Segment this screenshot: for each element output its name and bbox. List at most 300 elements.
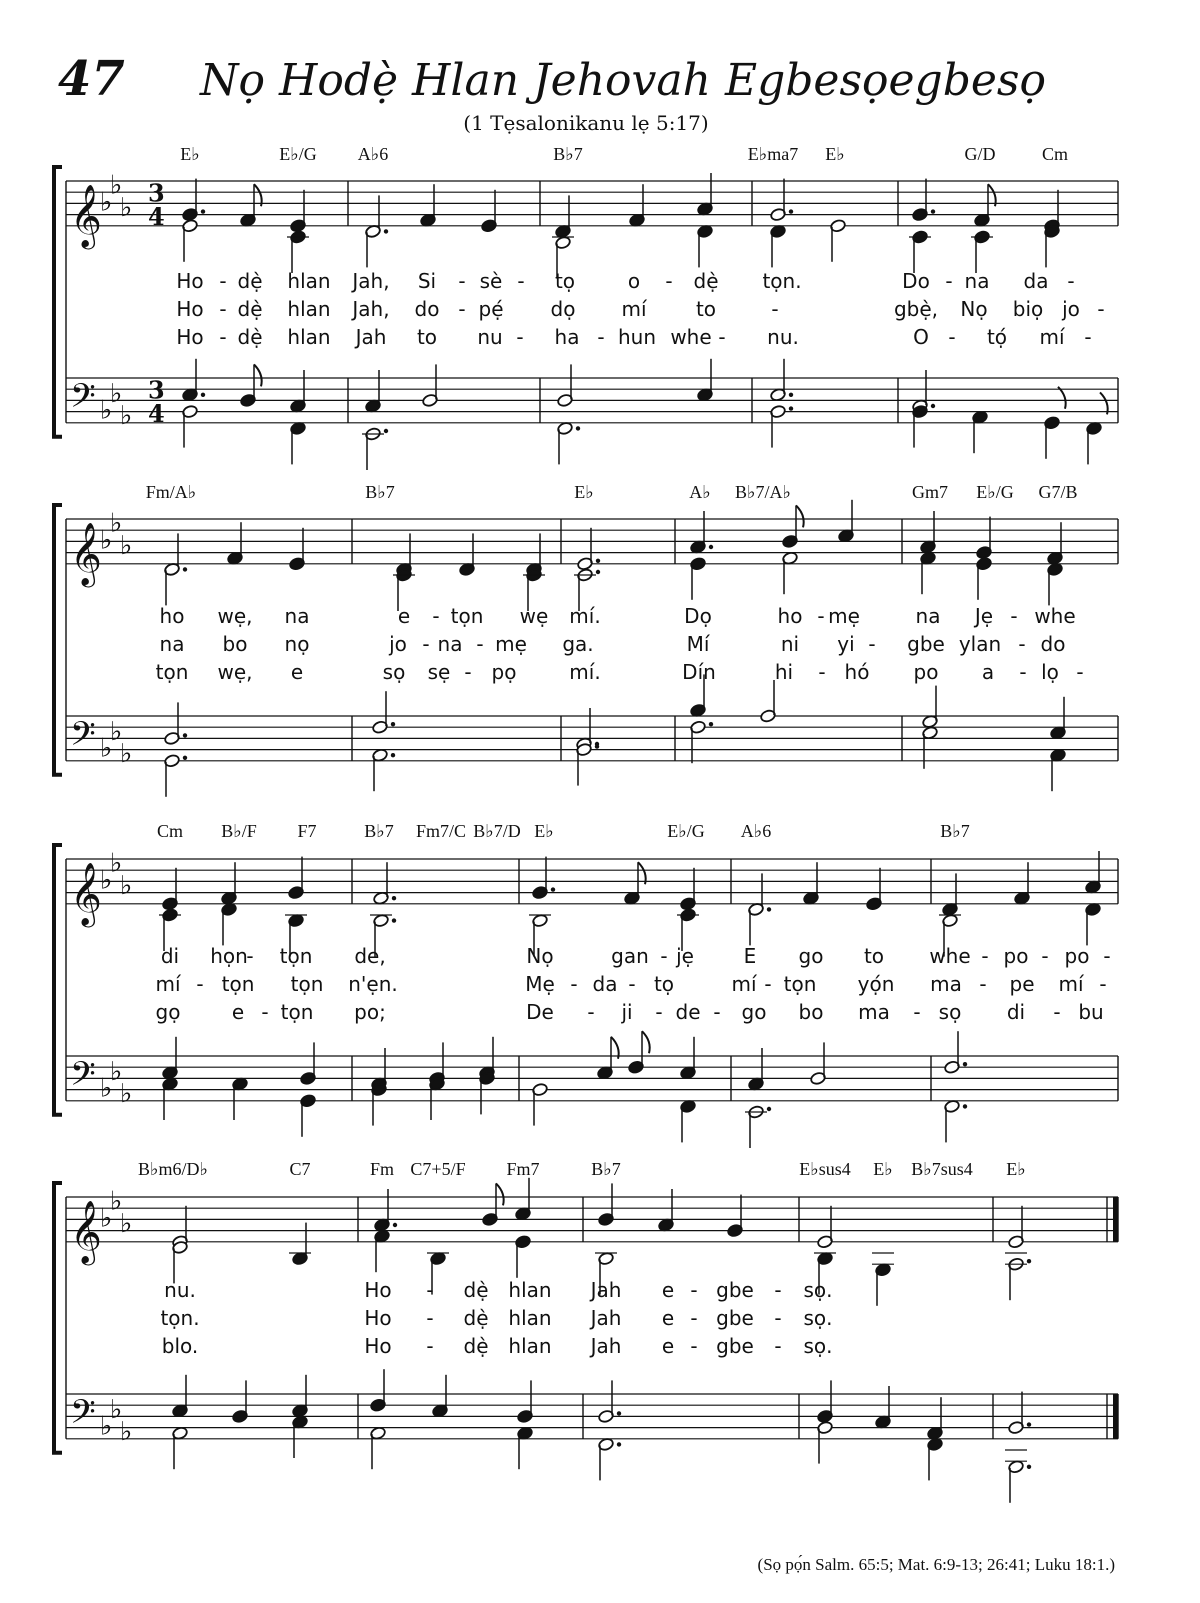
system-bracket <box>54 167 62 437</box>
lyric-syllable: hlan <box>287 269 331 293</box>
lyric-syllable: tọn <box>155 660 189 684</box>
lyric-syllable: gbe <box>716 1306 754 1330</box>
chord-symbol: A♭ <box>689 482 711 502</box>
note-flag <box>1058 387 1066 409</box>
treble-clef-icon: 𝄞 <box>70 521 102 585</box>
lyric-syllable: - <box>464 660 472 684</box>
lyric-syllable: dẹ̀ <box>237 325 263 349</box>
chord-symbol: Fm <box>369 1159 395 1179</box>
note-dot <box>963 1104 967 1108</box>
note-flag <box>254 364 262 386</box>
lyric-syllable: ni <box>780 632 800 656</box>
note-dot <box>789 406 793 410</box>
bass-clef-icon: 𝄢 <box>70 1055 96 1102</box>
lyric-syllable: ylan <box>958 632 1002 656</box>
key-signature-flat: ♭ <box>100 395 113 426</box>
lyric-syllable: - <box>718 325 726 349</box>
chord-symbol: Fm7 <box>506 1159 540 1179</box>
lyric-syllable: a <box>981 660 995 684</box>
lyric-syllable: gbe <box>907 632 945 656</box>
lyric-syllable: mí <box>621 297 647 321</box>
lyric-syllable: - <box>774 1334 782 1358</box>
lyric-syllable: jo <box>389 632 407 656</box>
lyric-syllable: jo <box>1062 297 1080 321</box>
lyric-syllable: ma <box>858 1000 890 1024</box>
lyric-syllable: - <box>196 972 204 996</box>
note-dot <box>1027 1465 1031 1469</box>
key-signature-flat: ♭ <box>110 378 123 409</box>
lyric-syllable: bo <box>798 1000 824 1024</box>
note-dot <box>709 545 713 549</box>
lyric-syllable: Jah, <box>352 269 390 293</box>
lyric-syllable: po <box>1064 944 1090 968</box>
note-dot <box>767 907 771 911</box>
note-flag <box>796 505 804 527</box>
chord-symbol: E♭sus4 <box>799 1159 851 1179</box>
lyric-syllable: - <box>1067 269 1075 293</box>
chord-symbol: E♭ <box>574 482 594 502</box>
note-dot <box>384 229 388 233</box>
treble-clef-icon: 𝄞 <box>70 861 102 925</box>
lyric-syllable: - <box>426 1334 434 1358</box>
lyric-syllable: e <box>397 604 411 628</box>
lyric-syllable: Ho <box>176 297 204 321</box>
lyric-syllable: Jah <box>590 1334 622 1358</box>
note-dot <box>596 559 600 563</box>
key-signature-flat: ♭ <box>100 1411 113 1442</box>
lyric-syllable: ga. <box>562 632 594 656</box>
hymn-number: 47 <box>58 51 125 107</box>
lyric-syllable: whe <box>1034 604 1076 628</box>
key-signature-flat: ♭ <box>120 531 133 561</box>
lyric-syllable: - <box>945 269 953 293</box>
lyric-syllable: ma <box>930 972 962 996</box>
chord-symbol: B♭7sus4 <box>911 1159 973 1179</box>
lyric-syllable: gbe <box>716 1334 754 1358</box>
music-system <box>54 1159 1118 1503</box>
lyric-syllable: whe <box>929 944 971 968</box>
lyric-syllable: hun <box>617 325 657 349</box>
lyric-syllable: yi <box>837 632 855 656</box>
lyric-syllable: mí <box>1039 325 1065 349</box>
lyric-syllable: de <box>675 1000 701 1024</box>
note-dot <box>201 393 205 397</box>
lyric-syllable: e <box>290 660 304 684</box>
lyric-syllable: hó <box>844 660 870 684</box>
key-signature-flat: ♭ <box>100 733 113 764</box>
lyric-syllable: Si <box>417 269 437 293</box>
lyric-syllable: Mí <box>686 632 710 656</box>
lyric-syllable: dẹ̀ <box>463 1306 489 1330</box>
chord-symbol: E♭ <box>825 144 845 164</box>
bass-clef-icon: 𝄢 <box>70 1393 96 1440</box>
lyric-syllable: - <box>1041 944 1049 968</box>
lyric-syllable: mẹ <box>828 604 860 628</box>
lyric-syllable: ha <box>554 325 580 349</box>
lyric-syllable: whe <box>670 325 712 349</box>
lyric-syllable: tọn <box>450 604 484 628</box>
lyric-syllable: dẹ̀ <box>693 269 719 293</box>
lyric-syllable: tọ <box>653 972 675 996</box>
key-signature-flat: ♭ <box>110 508 123 539</box>
lyric-syllable: hlan <box>287 297 331 321</box>
lyric-syllable: - <box>690 1306 698 1330</box>
key-signature-flat: ♭ <box>110 848 123 879</box>
lyric-syllable: - <box>913 1000 921 1024</box>
lyric-syllable: Nọ <box>526 944 554 968</box>
lyric-syllable: lọ <box>1041 660 1059 684</box>
lyric-syllable: - <box>1019 660 1027 684</box>
lyric-syllable: dẹ̀ <box>463 1278 489 1302</box>
system-bracket <box>54 505 62 775</box>
lyric-syllable: go <box>741 1000 767 1024</box>
lyric-syllable: Ho <box>364 1334 392 1358</box>
lyric-syllable: e <box>661 1278 675 1302</box>
chord-symbol: B♭m6/D♭ <box>138 1159 208 1179</box>
chord-symbol: Gm7 <box>912 482 948 502</box>
lyric-syllable: ho <box>159 604 185 628</box>
treble-clef-icon: 𝄞 <box>70 183 102 247</box>
chord-symbol: F7 <box>297 821 317 841</box>
note-dot <box>183 756 187 760</box>
key-signature-flat: ♭ <box>120 1079 133 1110</box>
lyric-syllable: sọ <box>382 660 406 684</box>
chord-symbol: C7+5/F <box>410 1159 466 1179</box>
chord-symbol: B♭7 <box>940 821 970 841</box>
chord-symbol: A♭6 <box>740 821 772 841</box>
lyric-syllable: - <box>655 1000 663 1024</box>
key-signature-flat: ♭ <box>100 1203 113 1234</box>
key-signature-flat: ♭ <box>110 1394 123 1425</box>
lyric-syllable: Ho <box>364 1278 392 1302</box>
time-signature-bottom: 4 <box>148 398 165 428</box>
chord-symbol: G7/B <box>1038 482 1078 502</box>
lyric-syllable: po; <box>354 1000 386 1024</box>
lyric-syllable: - <box>432 604 440 628</box>
lyric-syllable: gbẹ̀, <box>893 297 939 321</box>
note-flag <box>496 1183 504 1205</box>
lyric-syllable: dẹ̀ <box>237 269 263 293</box>
key-signature-flat: ♭ <box>110 716 123 747</box>
lyric-syllable: tọn <box>221 972 255 996</box>
lyric-syllable: - <box>868 632 876 656</box>
treble-clef-icon: 𝄞 <box>70 1199 102 1263</box>
lyric-syllable: hlan <box>508 1306 552 1330</box>
lyric-syllable: - <box>665 269 673 293</box>
lyric-syllable: Jah <box>590 1306 622 1330</box>
lyric-syllable: wẹ, <box>217 604 253 628</box>
lyric-syllable: hlan <box>508 1278 552 1302</box>
lyric-syllable: - <box>690 1278 698 1302</box>
lyric-syllable: nu <box>477 325 503 349</box>
key-signature-flat: ♭ <box>100 525 113 556</box>
lyric-syllable: po <box>913 660 939 684</box>
lyric-syllable: e <box>661 1306 675 1330</box>
chord-symbol: B♭/F <box>221 821 257 841</box>
system-bracket <box>54 1183 62 1453</box>
chord-symbol: B♭7/A♭ <box>735 482 791 502</box>
lyric-syllable: - <box>570 972 578 996</box>
lyric-syllable: De <box>526 1000 554 1024</box>
chord-symbol: Fm7/C <box>415 821 467 841</box>
lyric-syllable: do <box>414 297 440 321</box>
chord-symbol: C7 <box>289 1159 311 1179</box>
lyric-syllable: ji <box>621 1000 633 1024</box>
lyric-syllable: ho <box>777 604 803 628</box>
lyric-syllable: Mẹ <box>525 972 555 996</box>
note-dot <box>931 209 935 213</box>
time-signature-bottom: 4 <box>148 201 165 231</box>
lyric-syllable: bo <box>222 632 248 656</box>
note-dot <box>391 753 395 757</box>
lyric-syllable: jẹ <box>676 944 694 968</box>
lyric-syllable: - <box>628 972 636 996</box>
lyric-syllable: mí <box>155 972 181 996</box>
lyric-syllable: sọ. <box>803 1278 833 1302</box>
note-dot <box>201 209 205 213</box>
key-signature-flat: ♭ <box>110 1056 123 1087</box>
lyric-syllable: n'ẹn. <box>348 972 398 996</box>
chord-symbol: E♭/G <box>279 144 317 164</box>
lyric-syllable: na <box>915 604 941 628</box>
lyric-syllable: - <box>981 944 989 968</box>
note-dot <box>551 887 555 891</box>
lyric-syllable: bu <box>1078 1000 1104 1024</box>
lyric-syllable: na <box>159 632 185 656</box>
note-dot <box>393 1223 397 1227</box>
key-signature-flat: ♭ <box>120 1209 133 1239</box>
lyric-syllable: gbe <box>716 1278 754 1302</box>
lyric-syllable: tọn <box>280 1000 314 1024</box>
lyric-syllable: na <box>964 269 990 293</box>
chord-symbol: Cm <box>156 821 184 841</box>
lyric-syllable: na <box>284 604 310 628</box>
note-dot <box>596 570 600 574</box>
chord-symbol: Cm <box>1041 144 1069 164</box>
note-dot <box>384 429 388 433</box>
lyric-syllable: di <box>1006 1000 1026 1024</box>
hymn-title: Nọ Hodẹ̀ Hlan Jehovah Egbesọegbesọ <box>200 55 1046 106</box>
lyric-syllable: tọn <box>279 944 313 968</box>
lyric-syllable: - <box>771 297 779 321</box>
lyric-syllable: - <box>818 660 826 684</box>
lyric-syllable: Do <box>902 269 930 293</box>
lyric-syllable: - <box>219 325 227 349</box>
lyric-syllable: mí <box>1058 972 1084 996</box>
lyric-syllable: o <box>627 269 641 293</box>
note-dot <box>963 1062 967 1066</box>
lyric-syllable: tọ <box>554 269 576 293</box>
lyric-syllable: - <box>476 632 484 656</box>
lyric-syllable: Dín <box>682 660 716 684</box>
music-system <box>54 482 1118 797</box>
chord-symbol: G/D <box>964 144 996 164</box>
lyric-syllable: hi <box>774 660 794 684</box>
chord-symbol: E♭ <box>180 144 200 164</box>
lyric-syllable: - <box>1010 604 1018 628</box>
lyric-syllable: mí <box>731 972 757 996</box>
key-signature-flat: ♭ <box>100 865 113 896</box>
lyric-syllable: to <box>863 944 885 968</box>
chord-symbol: E♭ma7 <box>747 144 799 164</box>
lyric-syllable: sẹ <box>427 660 451 684</box>
final-bar-line <box>1113 1197 1118 1242</box>
lyric-syllable: nu. <box>164 1278 196 1302</box>
lyric-syllable: po <box>1003 944 1029 968</box>
chord-symbol: E♭ <box>1006 1159 1026 1179</box>
lyric-syllable: mí. <box>569 660 601 684</box>
key-signature-flat: ♭ <box>100 1073 113 1104</box>
lyric-syllable: Dọ <box>684 604 712 628</box>
lyric-syllable: Ho <box>176 325 204 349</box>
lyric-syllable: - <box>979 972 987 996</box>
note-dot <box>576 426 580 430</box>
lyric-syllable: - <box>1097 297 1105 321</box>
key-signature-flat: ♭ <box>120 1417 133 1448</box>
note-dot <box>931 404 935 408</box>
lyric-syllable: e <box>231 1000 245 1024</box>
note-flag <box>642 1031 650 1053</box>
key-signature-flat: ♭ <box>120 401 133 432</box>
chord-symbol: B♭7 <box>591 1159 621 1179</box>
lyric-syllable: dọ <box>550 297 576 321</box>
lyric-syllable: gọ <box>155 1000 181 1024</box>
bass-clef-icon: 𝄢 <box>70 715 96 762</box>
lyric-syllable: - <box>1076 660 1084 684</box>
lyric-syllable: - <box>1103 944 1111 968</box>
note-dot <box>183 733 187 737</box>
lyric-syllable: nu. <box>767 325 799 349</box>
bass-clef-icon: 𝄢 <box>70 377 96 424</box>
key-signature-flat: ♭ <box>110 1186 123 1217</box>
lyric-syllable: de, <box>354 944 386 968</box>
lyric-syllable: tọn. <box>160 1306 200 1330</box>
chord-symbol: E♭ <box>873 1159 893 1179</box>
time-signature-top: 3 <box>148 375 165 405</box>
lyric-syllable: - <box>1018 632 1026 656</box>
lyric-syllable: - <box>1099 972 1107 996</box>
lyric-syllable: biọ <box>1012 297 1044 321</box>
lyric-syllable: sọ. <box>803 1306 833 1330</box>
key-signature-flat: ♭ <box>120 871 133 901</box>
lyric-syllable: - <box>458 269 466 293</box>
lyric-syllable: Jah <box>590 1278 622 1302</box>
chord-symbol: E♭/G <box>976 482 1014 502</box>
lyric-syllable: dẹ̀ <box>237 297 263 321</box>
lyric-syllable: - <box>517 269 525 293</box>
lyric-syllable: pọ <box>491 660 517 684</box>
lyric-syllable: blo. <box>161 1334 199 1358</box>
lyric-syllable: - <box>516 325 524 349</box>
note-dot <box>617 1442 621 1446</box>
lyric-syllable: to <box>695 297 717 321</box>
note-dot <box>617 1411 621 1415</box>
lyric-syllable: - <box>587 1000 595 1024</box>
lyric-syllable: hlan <box>508 1334 552 1358</box>
chord-symbol: E♭ <box>534 821 554 841</box>
chord-symbol: B♭7 <box>553 144 583 164</box>
lyric-syllable: gan <box>611 944 649 968</box>
lyric-syllable: - <box>219 297 227 321</box>
lyric-syllable: - <box>458 297 466 321</box>
chord-symbol: B♭7/D <box>473 821 521 841</box>
note-dot <box>595 744 599 748</box>
note-dot <box>789 209 793 213</box>
lyric-syllable: - <box>774 1278 782 1302</box>
lyric-syllable: e <box>661 1334 675 1358</box>
lyric-syllable: - <box>597 325 605 349</box>
lyric-syllable: - <box>817 604 825 628</box>
lyric-syllable: - <box>660 944 668 968</box>
lyric-syllable: do <box>1040 632 1066 656</box>
lyric-syllable: - <box>422 632 430 656</box>
lyric-syllable: tọn <box>290 972 324 996</box>
lyric-syllable: O <box>913 325 929 349</box>
lyric-syllable: - <box>774 1306 782 1330</box>
lyric-syllable: - <box>948 325 956 349</box>
lyric-syllable: go <box>798 944 824 968</box>
note-dot <box>392 918 396 922</box>
music-systems <box>54 144 1118 1503</box>
lyric-syllable: hlan <box>287 325 331 349</box>
lyric-syllable: - <box>713 1000 721 1024</box>
final-bar-line <box>1113 1394 1118 1439</box>
lyric-syllable: pe <box>1009 972 1035 996</box>
chord-symbol: Fm/A♭ <box>145 482 197 502</box>
chord-symbol: B♭7 <box>364 821 394 841</box>
lyric-syllable: - <box>1053 1000 1061 1024</box>
lyric-syllable: - <box>426 1306 434 1330</box>
lyric-syllable: tọ́ <box>986 325 1008 349</box>
note-dot <box>789 393 793 397</box>
note-dot <box>391 722 395 726</box>
lyric-syllable: tọn. <box>762 269 802 293</box>
system-bracket <box>54 845 62 1115</box>
lyric-syllable: dẹ̀ <box>463 1334 489 1358</box>
key-signature-flat: ♭ <box>120 193 133 223</box>
lyric-syllable: sè <box>479 269 503 293</box>
lyric-syllable: Ho <box>176 269 204 293</box>
lyric-syllable: - <box>246 944 254 968</box>
hymn-subtitle: (1 Tẹsalonikanu lẹ 5:17) <box>463 111 709 135</box>
lyric-syllable: da <box>1023 269 1049 293</box>
lyric-syllable: E <box>743 944 757 968</box>
lyric-syllable: Jẹ <box>974 604 994 628</box>
music-system <box>54 144 1118 470</box>
lyric-syllable: Jah, <box>352 297 390 321</box>
lyric-syllable: wẹ <box>519 604 549 628</box>
lyric-syllable: - <box>261 1000 269 1024</box>
lyric-syllable: Ho <box>364 1306 392 1330</box>
scripture-references: (Sọ pọ́n Salm. 65:5; Mat. 6:9-13; 26:41; Luku 18:1.) <box>757 1555 1115 1574</box>
lyric-syllable: - <box>426 1278 434 1302</box>
lyric-syllable: - <box>764 972 772 996</box>
lyric-syllable: tọn <box>783 972 817 996</box>
lyric-syllable: sọ <box>938 1000 962 1024</box>
note-dot <box>1027 1422 1031 1426</box>
lyric-syllable: di <box>160 944 180 968</box>
lyric-syllable: pẹ́ <box>478 297 504 321</box>
lyric-syllable: - <box>1084 325 1092 349</box>
chord-symbol: B♭7 <box>365 482 395 502</box>
key-signature-flat: ♭ <box>100 187 113 218</box>
lyric-syllable: Nọ <box>960 297 988 321</box>
note-dot <box>1027 1259 1031 1263</box>
lyric-syllable: to <box>416 325 438 349</box>
note-dot <box>709 722 713 726</box>
note-dot <box>392 896 396 900</box>
lyric-syllable: wẹ, <box>217 660 253 684</box>
